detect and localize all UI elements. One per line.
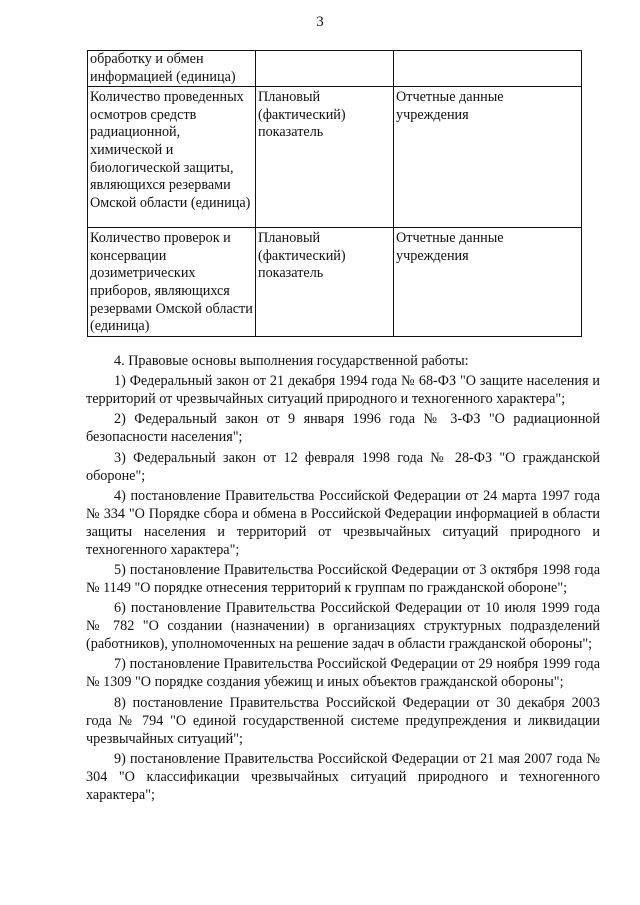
table-row [88, 228, 582, 337]
indicator-name-cell: Количество проверок и консервации дозиметрических приборов, являющихся резервами Омской области (единица) [88, 228, 256, 337]
page-number: 3 [316, 14, 324, 30]
indicator-type-cell: Плановый (фактический) показатель [256, 228, 394, 337]
indicator-source-cell: Отчетные данные учреждения [394, 228, 582, 337]
legal-basis-item: 9) постановление Правительства Российской Федерации от 21 мая 2007 года № 304 "О классификации чрезвычайных ситуаций природного и техногенного характера"; [86, 750, 600, 803]
indicator-type-cell [256, 51, 394, 87]
legal-basis-item: 7) постановление Правительства Российской Федерации от 29 ноября 1999 года № 1309 "О порядке создания убежищ и иных объектов гражданской обороны"; [86, 656, 600, 691]
section-heading: 4. Правовые основы выполнения государственной работы: [114, 353, 469, 369]
indicator-source-cell [394, 51, 582, 87]
legal-basis-item: 4) постановление Правительства Российской Федерации от 24 марта 1997 года № 334 "О Порядке сбора и обмена в Российской Федерации информацией в области защиты населения и территорий от чрезвычайных ситуаций природного и техногенного характера"; [86, 487, 600, 558]
legal-basis-item: 2) Федеральный закон от 9 января 1996 года № 3-ФЗ "О радиационной безопасности населения"; [86, 411, 600, 446]
legal-basis-item: 1) Федеральный закон от 21 декабря 1994 года № 68-ФЗ "О защите населения и территорий от чрезвычайных ситуаций природного и техногенного характера"; [86, 373, 600, 408]
indicator-type-cell: Плановый (фактический) показатель [256, 87, 394, 228]
table-row [88, 51, 582, 87]
legal-basis-item: 6) постановление Правительства Российской Федерации от 10 июля 1999 года № 782 "О создании (назначении) в организациях структурных подразделений (работников), уполномоченных на решение задач в области гражданской обороны"; [86, 600, 600, 653]
indicator-source-cell: Отчетные данные учреждения [394, 87, 582, 228]
legal-basis-item: 3) Федеральный закон от 12 февраля 1998 года № 28-ФЗ "О гражданской обороне"; [86, 449, 600, 484]
indicators-table [87, 50, 582, 337]
indicator-name-cell: обработку и обмен информацией (единица) [88, 51, 256, 87]
legal-basis-section [86, 352, 600, 804]
table-row [88, 87, 582, 228]
legal-basis-item: 5) постановление Правительства Российской Федерации от 3 октября 1998 года № 1149 "О порядке отнесения территорий к группам по гражданской обороне"; [86, 561, 600, 596]
legal-basis-item: 8) постановление Правительства Российской Федерации от 30 декабря 2003 года № 794 "О единой государственной системе предупреждения и ликвидации чрезвычайных ситуаций"; [86, 694, 600, 747]
indicator-name-cell: Количество проведенных осмотров средств радиационной, химической и биологической защиты, являющихся резервами Омской области (единица) [88, 87, 256, 228]
